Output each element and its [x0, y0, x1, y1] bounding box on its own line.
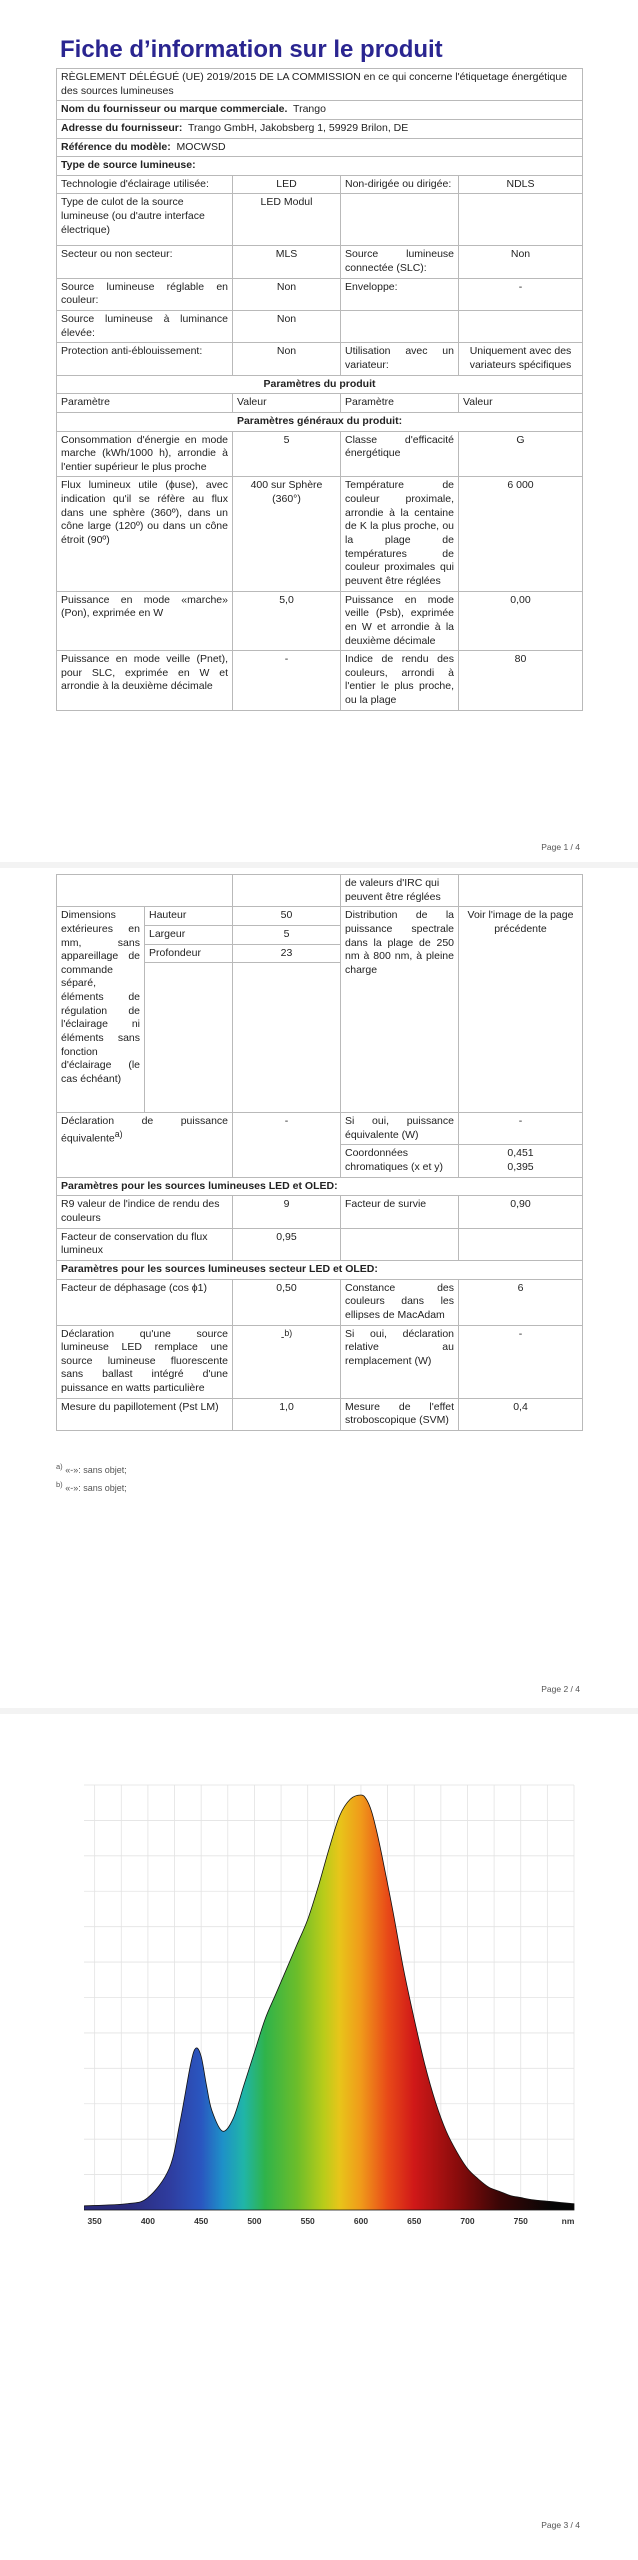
address-label: Adresse du fournisseur: [61, 121, 183, 134]
flux-label: Flux lumineux utile (ϕuse), avec indication qu'il se réfère au flux dans une sphère (360º), dans un cône large (120º) ou dans un cône étroit (90º) [57, 477, 233, 591]
chromaticity-value [459, 1145, 583, 1177]
high-luminance-label: Source lumineuse à luminance élevée: [57, 311, 233, 343]
cls-value: Non [459, 246, 583, 278]
pon-value: 5,0 [233, 591, 341, 651]
page-2 [0, 868, 638, 1708]
document-title: Fiche d’information sur le produit [60, 36, 443, 63]
col-header-param: Paramètre [341, 394, 459, 413]
height-label: Hauteur [145, 907, 233, 926]
cls-label: Source lumineuse connectée (SLC): [341, 246, 459, 278]
stroboscopic-value: 0,4 [459, 1398, 583, 1430]
cap-value: LED Modul [233, 194, 341, 246]
consumption-value: 5 [233, 431, 341, 477]
x-unit-label: nm [561, 2216, 575, 2226]
pnet-label: Puissance en mode veille (Pnet), pour SLC, exprimée en W et arrondie à la deuxième décimale [57, 651, 233, 711]
psb-value: 0,00 [459, 591, 583, 651]
width-value: 5 [233, 925, 341, 944]
equivalent-watt-value: - [459, 1113, 583, 1145]
x-tick-label: 650 [407, 2216, 422, 2226]
source-type-heading: Type de source lumineuse: [57, 157, 583, 176]
empty-cell [341, 311, 459, 343]
high-luminance-value: Non [233, 311, 341, 343]
consumption-label: Consommation d'énergie en mode marche (kWh/1000 h), arrondie à l'entier supérieur le plus proche [57, 431, 233, 477]
footnote-ref-a: a) [114, 1128, 123, 1139]
dimmer-label: Utilisation avec un variateur: [341, 343, 459, 375]
psb-label: Puissance en mode veille (Psb), exprimée en W et arrondie à la deuxième décimale [341, 591, 459, 651]
stroboscopic-label: Mesure de l'effet stroboscopique (SVM) [341, 1398, 459, 1430]
spd-value: Voir l'image de la page précédente [459, 907, 583, 1113]
replacement-value [233, 1325, 341, 1398]
spectral-distribution-chart [84, 1765, 584, 2245]
empty-cell [459, 194, 583, 246]
equivalent-watt-label: Si oui, puissance équivalente (W) [341, 1113, 459, 1145]
envelope-value: - [459, 278, 583, 310]
empty-cell [459, 1228, 583, 1260]
empty-cell [233, 875, 341, 907]
flicker-value: 1,0 [233, 1398, 341, 1430]
footnote-ref-b: b) [284, 1327, 293, 1338]
dimensions-label: Dimensions extérieures en mm, sans appareillage de commande séparé, éléments de régulation de l'éclairage ni éléments sans fonction d'éclairage (le cas échéant) [57, 907, 145, 1113]
cct-label: Température de couleur proximale, arrondie à la centaine de K la plus proche, ou la plage de températures de couleur proximales qui peuvent être réglées [341, 477, 459, 591]
footnote-b-text: «-»: sans objet; [65, 1483, 127, 1493]
color-tunable-value: Non [233, 278, 341, 310]
nondir-value: NDLS [459, 175, 583, 194]
page-number: Page 3 / 4 [541, 2520, 580, 2530]
flicker-label: Mesure du papillotement (Pst LM) [57, 1398, 233, 1430]
tech-label: Technologie d'éclairage utilisée: [57, 175, 233, 194]
empty-cell [145, 963, 233, 1113]
macadam-value: 6 [459, 1279, 583, 1325]
general-params-heading: Paramètres généraux du produit: [57, 412, 583, 431]
cct-value: 6 000 [459, 477, 583, 591]
page-1 [0, 0, 638, 862]
empty-cell [341, 1228, 459, 1260]
footnote-a [56, 1462, 127, 1475]
lumen-maintenance-label: Facteur de conservation du flux lumineux [57, 1228, 233, 1260]
pnet-value: - [233, 651, 341, 711]
empty-cell [459, 875, 583, 907]
replacement-label: Déclaration qu'une source lumineuse LED remplace une source lumineuse fluorescente sans ballast intégré d'une puissance en watts particulière [57, 1325, 233, 1398]
empty-cell [57, 875, 233, 907]
page-number: Page 2 / 4 [541, 1684, 580, 1694]
empty-cell [341, 194, 459, 246]
energy-class-label: Classe d'efficacité énergétique [341, 431, 459, 477]
replacement-watt-value: - [459, 1325, 583, 1398]
tech-value: LED [233, 175, 341, 194]
replacement-watt-label: Si oui, déclaration relative au remplacement (W) [341, 1325, 459, 1398]
footnote-a-marker: a) [56, 1462, 63, 1471]
x-tick-label: 350 [87, 2216, 102, 2226]
x-tick-label: 500 [247, 2216, 262, 2226]
address-row [57, 119, 583, 138]
mains-led-heading: Paramètres pour les sources lumineuses secteur LED et OLED: [57, 1260, 583, 1279]
regulation-text: RÈGLEMENT DÉLÉGUÉ (UE) 2019/2015 DE LA COMMISSION en ce qui concerne l'étiquetage énergétique des sources lumineuses [57, 69, 583, 101]
product-info-table [56, 68, 583, 711]
macadam-label: Constance des couleurs dans les ellipses de MacAdam [341, 1279, 459, 1325]
equivalent-power-value: - [233, 1113, 341, 1178]
address-value: Trango GmbH, Jakobsberg 1, 59929 Brilon, DE [188, 121, 409, 134]
x-tick-label: 550 [300, 2216, 315, 2226]
cri-label-continued: de valeurs d'IRC qui peuvent être réglées [341, 875, 459, 907]
product-params-heading: Paramètres du produit [57, 375, 583, 394]
height-value: 50 [233, 907, 341, 926]
replacement-value-text: - [280, 1331, 285, 1344]
nondir-label: Non-dirigée ou dirigée: [341, 175, 459, 194]
x-tick-label: 400 [140, 2216, 156, 2226]
chromaticity-label: Coordonnées chromatiques (x et y) [341, 1145, 459, 1177]
flux-value: 400 sur Sphère (360°) [233, 477, 341, 591]
col-header-value: Valeur [459, 394, 583, 413]
energy-class-value: G [459, 431, 583, 477]
glare-value: Non [233, 343, 341, 375]
power-factor-label: Facteur de déphasage (cos ϕ1) [57, 1279, 233, 1325]
equivalent-power-text: Déclaration de puissance équivalente [61, 1115, 228, 1145]
depth-label: Profondeur [145, 944, 233, 963]
empty-cell [233, 963, 341, 1113]
product-info-table-continued [56, 874, 583, 1431]
footnote-b [56, 1480, 127, 1493]
chromaticity-x: 0,451 [507, 1147, 534, 1160]
x-tick-label: 450 [194, 2216, 209, 2226]
footnote-b-marker: b) [56, 1480, 63, 1489]
cri-label: Indice de rendu des couleurs, arrondi à l'entier le plus proche, ou la plage [341, 651, 459, 711]
model-row [57, 138, 583, 157]
lumen-maintenance-value: 0,95 [233, 1228, 341, 1260]
x-tick-label: 750 [513, 2216, 528, 2226]
glare-label: Protection anti-éblouissement: [57, 343, 233, 375]
dimmer-value: Uniquement avec des variateurs spécifiques [459, 343, 583, 375]
cap-label: Type de culot de la source lumineuse (ou d'autre interface électrique) [57, 194, 233, 246]
equivalent-power-label [57, 1113, 233, 1178]
supplier-label: Nom du fournisseur ou marque commerciale. [61, 103, 288, 116]
mains-value: MLS [233, 246, 341, 278]
width-label: Largeur [145, 925, 233, 944]
supplier-value: Trango [293, 103, 326, 116]
model-value: MOCWSD [176, 140, 226, 153]
r9-label: R9 valeur de l'indice de rendu des couleurs [57, 1196, 233, 1228]
empty-cell [459, 311, 583, 343]
spectrum-area [84, 1795, 574, 2210]
supplier-row [57, 101, 583, 120]
r9-value: 9 [233, 1196, 341, 1228]
depth-value: 23 [233, 944, 341, 963]
mains-label: Secteur ou non secteur: [57, 246, 233, 278]
power-factor-value: 0,50 [233, 1279, 341, 1325]
col-header-value: Valeur [233, 394, 341, 413]
spd-label: Distribution de la puissance spectrale dans la plage de 250 nm à 800 nm, à pleine charge [341, 907, 459, 1113]
envelope-label: Enveloppe: [341, 278, 459, 310]
led-oled-heading: Paramètres pour les sources lumineuses LED et OLED: [57, 1177, 583, 1196]
page-number: Page 1 / 4 [541, 842, 580, 852]
color-tunable-label: Source lumineuse réglable en couleur: [57, 278, 233, 310]
footnote-a-text: «-»: sans objet; [65, 1465, 127, 1475]
pon-label: Puissance en mode «marche» (Pon), exprimée en W [57, 591, 233, 651]
cri-value: 80 [459, 651, 583, 711]
survival-value: 0,90 [459, 1196, 583, 1228]
chromaticity-y: 0,395 [507, 1161, 534, 1174]
survival-label: Facteur de survie [341, 1196, 459, 1228]
x-tick-label: 700 [460, 2216, 475, 2226]
x-tick-label: 600 [353, 2216, 369, 2226]
model-label: Référence du modèle: [61, 140, 171, 153]
x-axis-ticks [88, 2216, 575, 2226]
col-header-param: Paramètre [57, 394, 233, 413]
